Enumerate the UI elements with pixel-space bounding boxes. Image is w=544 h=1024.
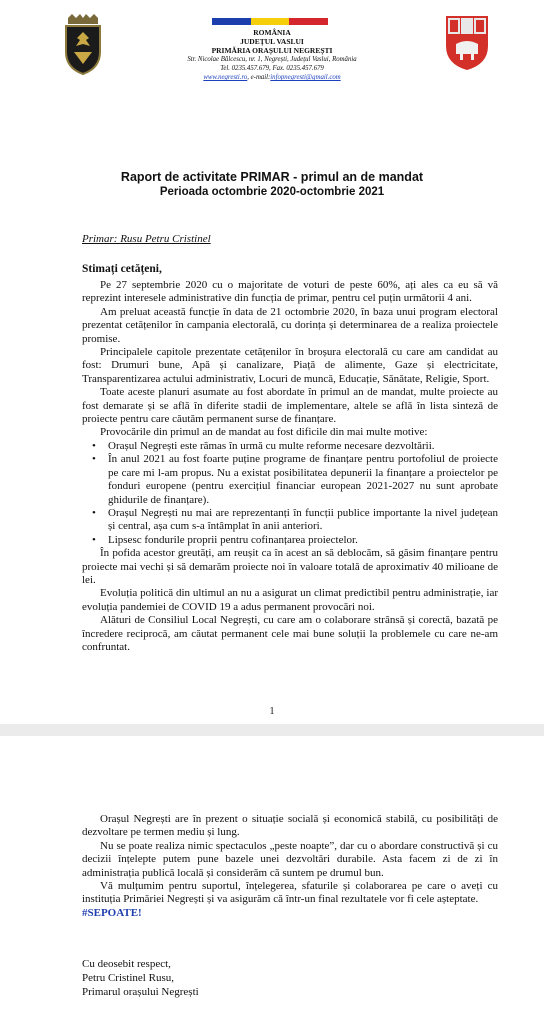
report-period: Perioada octombrie 2020-octombrie 2021 (159, 186, 385, 198)
paragraph: Vă mulțumim pentru suportul, înțelegerea, sfaturile și colaborarea pe care o aveți cu instituția Primăriei Negrești și va asigurăm că într-un final rezultatele vor fi cele așteptate. (82, 880, 498, 906)
sign-off-name: Petru Cristinel Rusu, (82, 972, 174, 984)
hashtag: #SEPOATE! (82, 906, 142, 919)
sign-off-line: Cu deosebit respect, (82, 958, 171, 970)
list-item: • În anul 2021 au fost foarte puține programe de finanțare pentru portofoliul de proiecte pe care mi l-am propus. Nu a existat posibilitatea depunerii la finanțare a proiectelor pe fonduri europene (pentru exercițiul financiar european 2021-2027 nu sunt aprobate ghidurile de finanțare). (82, 453, 498, 507)
paragraph: Alături de Consiliul Local Negrești, cu care am o colaborare strânsă și corectă, bazată pe încredere reciprocă, am căutat permanent cele mai bune soluții la problemele cu care ne-am confruntat. (82, 614, 498, 653)
paragraph: Principalele capitole prezentate cetățenilor în broșura electorală cu care am candidat au fost: Drumuri bune, Apă și canalizare, Piață de alimente, Gaze și electricitate, Transparentizarea actului administrativ, Locuri de muncă, Educație, Sănătate, Religie, Sport. (82, 346, 498, 385)
page-2-body (82, 813, 498, 920)
paragraph: Toate aceste planuri asumate au fost abordate în primul an de mandat, multe proiecte au fost demarate și se află în diferite stadii de implementare, altele se află în lista sinteză de proiecte pentru care căutăm permanent surse de finanțare. (82, 386, 498, 426)
letterhead-country: ROMÂNIA (253, 28, 291, 37)
sign-off (82, 957, 199, 999)
paragraph: Evoluția politică din ultimul an nu a asigurat un climat predictibil pentru administrație, iar evoluția pandemiei de COVID 19 a adus permanent provocări noi. (82, 587, 498, 613)
paragraph: Am preluat această funcție în data de 21 octombrie 2020, în baza unui program electoral prezentat cetățenilor în campania electorală, cu dorința și determinarea de a realiza proiectele promise. (82, 305, 498, 345)
letterhead-address: Str. Nicolae Bălcescu, nr. 1, Negrești, Județul Vaslui, România (187, 56, 357, 63)
website-link[interactable]: www.negresti.ro (203, 74, 248, 81)
vaslui-county-crest-icon (444, 14, 490, 72)
report-body (82, 279, 498, 654)
page-separator (0, 724, 544, 736)
letterhead-office: PRIMĂRIA ORAȘULUI NEGREȘTI (211, 46, 333, 55)
negresti-town-crest-icon (62, 14, 104, 76)
letterhead (150, 28, 394, 82)
report-title: Raport de activitate PRIMAR - primul an de mandat (120, 170, 424, 184)
romania-flag (212, 18, 328, 25)
paragraph: Nu se poate realiza nimic spectaculos „peste noapte”, dar cu o abordare constructivă și cu decizii înțelepte putem pune bazele unei dezvoltări durabile. Asta facem zi de zi în administrația publică locală și considerăm că suntem pe drumul bun. (82, 839, 498, 879)
sign-off-role: Primarul orașului Negrești (82, 986, 199, 998)
list-item: • Orașul Negrești nu mai are reprezentanți în funcții publice importante la nivel județean și central, așa cum s-a întâmplat în anii anteriori. (82, 507, 498, 534)
paragraph: Pe 27 septembrie 2020 cu o majoritate de voturi de peste 60%, ați ales ca eu să vă reprezint interesele administrative din funcția de primar, pentru cel puțin următorii 4 ani. (82, 279, 498, 305)
page-number: 1 (269, 706, 275, 717)
salutation: Stimați cetățeni, (82, 263, 162, 275)
letterhead-phone: Tel. 0235.457.679, Fax. 0235.457.679 (220, 65, 324, 72)
list-item: • Lipsesc fondurile proprii pentru cofinanțarea proiectelor. (82, 534, 498, 547)
paragraph: Orașul Negrești are în prezent o situație socială și economică stabilă, cu posibilități de dezvoltare pe termen mediu și lung. (82, 813, 498, 839)
email-link[interactable]: infopnegresti@gmail.com (270, 74, 341, 81)
email-label: , e-mail: (247, 74, 271, 81)
mayor-line: Primar: Rusu Petru Cristinel (82, 233, 211, 245)
challenges-list (82, 440, 498, 547)
paragraph: Provocările din primul an de mandat au fost dificile din mai multe motive: (100, 426, 428, 439)
letterhead-contacts (150, 73, 394, 82)
list-item: • Orașul Negrești este rămas în urmă cu multe reforme necesare dezvoltării. (82, 440, 498, 453)
paragraph: În pofida acestor greutăți, am reușit ca în acest an să deblocăm, să găsim finanțare pentru proiecte mai vechi și să demarăm proiecte noi în valoare totală de aproximativ 40 milioane de lei. (82, 547, 498, 586)
letterhead-county: JUDEȚUL VASLUI (240, 37, 304, 46)
